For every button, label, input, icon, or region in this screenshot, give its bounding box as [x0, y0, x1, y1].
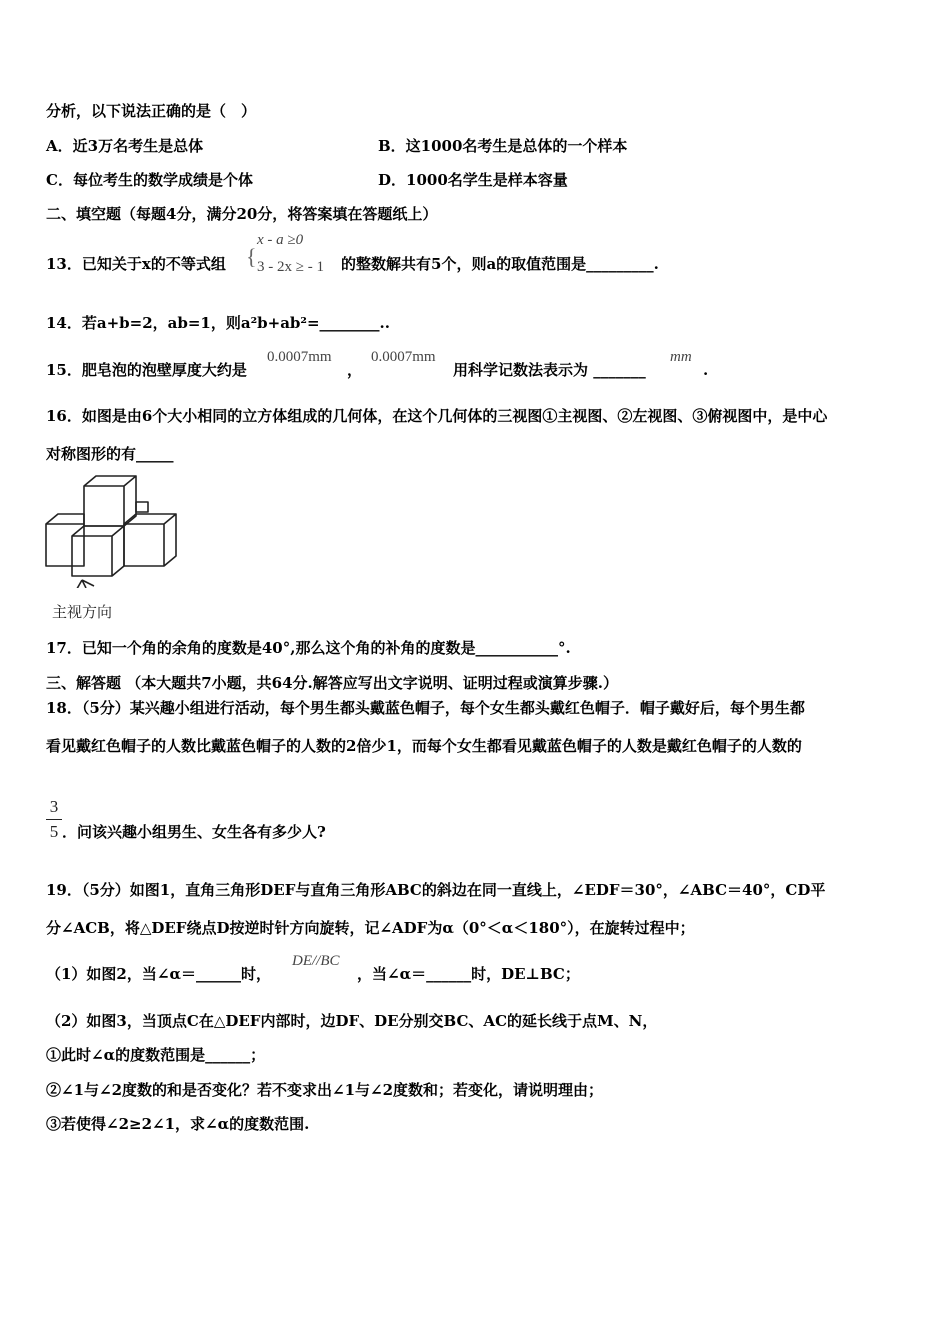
q16-line2: 对称图形的有_____: [46, 445, 174, 463]
q15-comma: ，: [347, 361, 363, 379]
section2-heading: 二、填空题（每题4分，满分20分，将答案填在答题纸上）: [46, 205, 438, 223]
q15-math1: 0.0007mm: [267, 349, 332, 365]
q19-line1: 19．（5分）如图1，直角三角形DEF与直角三角形ABC的斜边在同一直线上，∠EDF＝30°，∠ABC＝40°，CD平: [46, 881, 826, 899]
q12-option-d[interactable]: D．1000名学生是样本容量: [378, 171, 568, 189]
cube-figure: [44, 472, 184, 588]
section3-heading: 三、解答题 （本大题共7小题，共64分.解答应写出文字说明、证明过程或演算步骤.）: [46, 674, 618, 692]
q15-period: .: [703, 361, 709, 379]
q18-line3: ．问该兴趣小组男生、女生各有多少人?: [62, 823, 326, 841]
q12-option-a[interactable]: A．近3万名考生是总体: [46, 137, 204, 155]
q19-sub1: ①此时∠α的度数范围是______；: [46, 1046, 266, 1064]
q19-part1-math: DE//BC: [292, 953, 340, 969]
cube-right: [124, 514, 176, 566]
cube-front: [72, 526, 124, 576]
q15-text-before: 15．肥皂泡的泡壁厚度大约是: [46, 361, 247, 379]
q12-stem: 分析，以下说法正确的是（ ）: [46, 102, 257, 120]
q12-option-c[interactable]: C．每位考生的数学成绩是个体: [46, 171, 253, 189]
q17-text: 17．已知一个角的余角的度数是40°,那么这个角的补角的度数是___________°.: [46, 639, 571, 657]
q13-sys-line2: 3 - 2x ≥ - 1: [257, 259, 324, 275]
q19-line2: 分∠ACB，将△DEF绕点D按逆时针方向旋转，记∠ADF为α（0°＜α＜180°），在旋转过程中；: [46, 919, 695, 937]
q13-text-before: 13．已知关于x的不等式组: [46, 255, 226, 273]
q13-brace: {: [246, 244, 257, 269]
q18-fraction: [46, 797, 62, 842]
q13-sys-line1: x - a ≥0: [257, 232, 304, 248]
q19-part2: （2）如图3，当顶点C在△DEF内部时，边DF、DE分别交BC、AC的延长线于点M、N，: [46, 1012, 658, 1030]
q13-text-after: 的整数解共有5个，则a的取值范围是_________.: [341, 255, 659, 273]
q14-text: 14．若a+b=2，ab=1，则a²b+ab²=________..: [46, 314, 391, 332]
q18-line1: 18．（5分）某兴趣小组进行活动，每个男生都头戴蓝色帽子，每个女生都头戴红色帽子．帽子戴好后，每个男生都: [46, 699, 805, 717]
view-direction-arrow: [74, 580, 94, 588]
q12-option-b[interactable]: B．这1000名考生是总体的一个样本: [378, 137, 628, 155]
q19-part1-after: ，当∠α＝______时，DE⊥BC；: [357, 965, 580, 983]
fraction-numerator: 3: [49, 797, 59, 816]
q19-part1-before: （1）如图2，当∠α＝______时，: [46, 965, 271, 983]
q19-sub3: ③若使得∠2≥2∠1，求∠α的度数范围.: [46, 1115, 310, 1133]
q15-unit: mm: [670, 349, 692, 365]
fraction-denominator: 5: [49, 822, 59, 841]
q15-math2: 0.0007mm: [371, 349, 436, 365]
cube-top: [84, 476, 136, 526]
figure-label: 主视方向: [52, 603, 113, 621]
q15-text-middle: 用科学记数法表示为 _______: [453, 361, 646, 379]
q19-sub2: ②∠1与∠2度数的和是否变化？若不变求出∠1与∠2度数和；若变化，请说明理由；: [46, 1081, 604, 1099]
fraction-bar: [46, 819, 62, 820]
cube-back-right: [136, 502, 148, 512]
q18-line2: 看见戴红色帽子的人数比戴蓝色帽子的人数的2倍少1，而每个女生都看见戴蓝色帽子的人数是戴红色帽子的人数的: [46, 737, 802, 755]
q16-line1: 16．如图是由6个大小相同的立方体组成的几何体，在这个几何体的三视图①主视图、②左视图、③俯视图中，是中心: [46, 407, 828, 425]
cube-left: [46, 514, 84, 566]
